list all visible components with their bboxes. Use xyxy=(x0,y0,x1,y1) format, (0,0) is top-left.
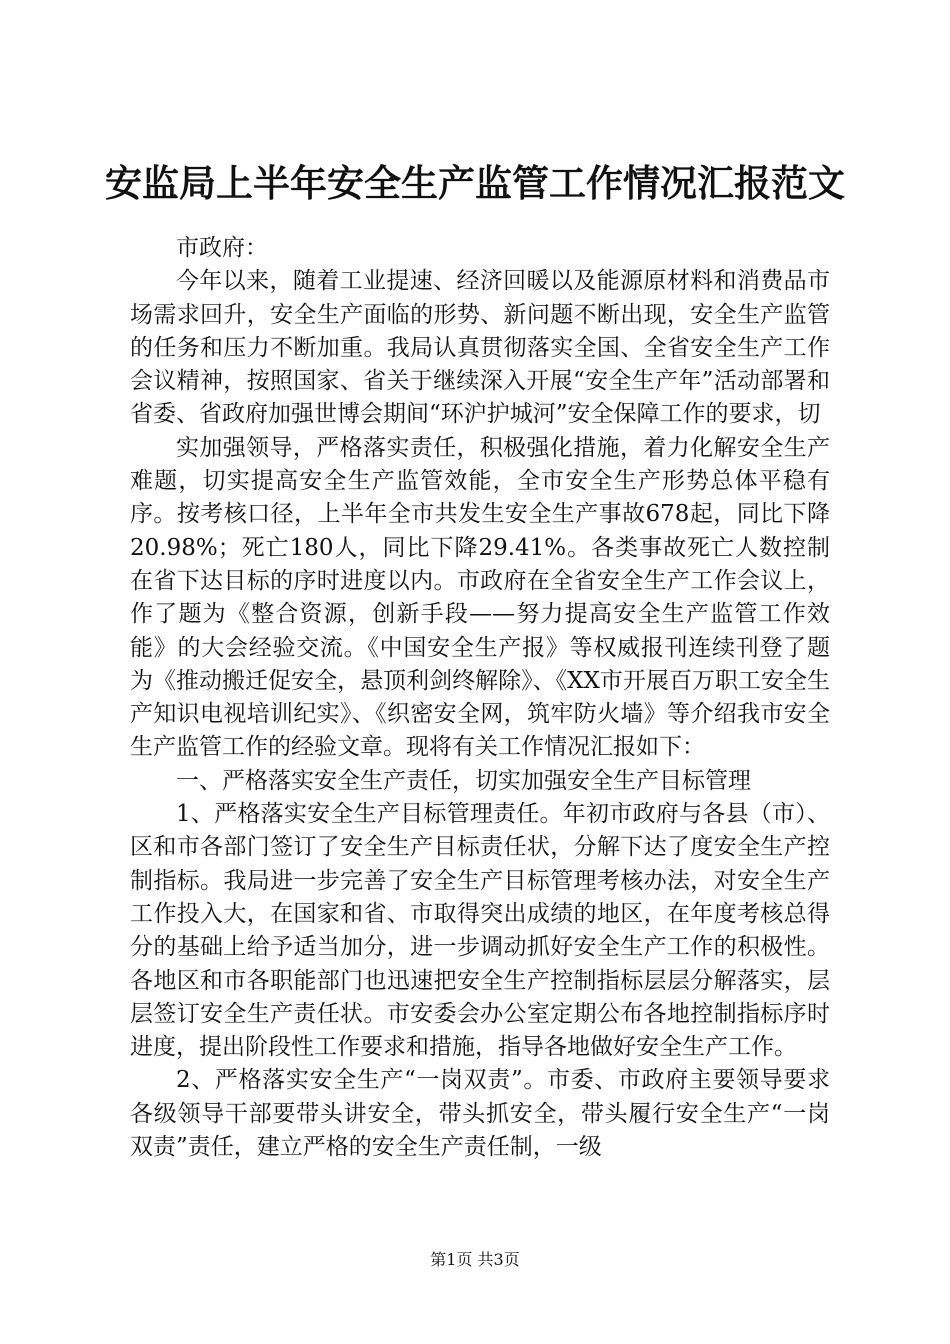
paragraph-results: 实加强领导，严格落实责任，积极强化措施，着力化解安全生产难题，切实提高安全生产监管效能，全市安全生产形势总体平稳有序。按考核口径，上半年全市共发生安全生产事故678起，同比下降20.98%；死亡180人，同比下降29.41%。各类事故死亡人数控制在省下达目标的序时进度以内。市政府在全省安全生产工作会议上，作了题为《整合资源，创新手段——努力提高安全生产监管工作效能》的大会经验交流。《中国安全生产报》等权威报刊连续刊登了题为《推动搬迁促安全，悬顶利剑终解除》、《XX市开展百万职工安全生产知识电视培训纪实》、《织密安全网，筑牢防火墙》等介绍我市安全生产监管工作的经验文章。现将有关工作情况汇报如下： xyxy=(130,434,830,761)
document-title: 安监局上半年安全生产监管工作情况汇报范文 xyxy=(105,161,845,205)
salutation: 市政府： xyxy=(176,235,268,261)
section-heading-1: 一、严格落实安全生产责任，切实加强安全生产目标管理 xyxy=(176,767,751,794)
paragraph-item-1: 1、严格落实安全生产目标管理责任。年初市政府与各县（市）、区和市各部门签订了安全生产目标责任状，分解下达了度安全生产控制指标。我局进一步完善了安全生产目标管理考核办法，对安全生产工作投入大，在国家和省、市取得突出成绩的地区，在年度考核总得分的基础上给予适当加分，进一步调动抓好安全生产工作的积极性。各地区和市各职能部门也迅速把安全生产控制指标层层分解落实，层层签订安全生产责任状。市安委会办公室定期公布各地控制指标序时进度，提出阶段性工作要求和措施，指导各地做好安全生产工作。 xyxy=(130,801,830,1061)
page-number-footer: 第1页 共3页 xyxy=(430,1250,520,1269)
paragraph-intro: 今年以来，随着工业提速、经济回暖以及能源原材料和消费品市场需求回升，安全生产面临的形势、新问题不断出现，安全生产监管的任务和压力不断加重。我局认真贯彻落实全国、全省安全生产工作会议精神，按照国家、省关于继续深入开展“安全生产年”活动部署和省委、省政府加强世博会期间“环沪护城河”安全保障工作的要求，切 xyxy=(130,268,830,428)
paragraph-item-2: 2、严格落实安全生产“一岗双责”。市委、市政府主要领导要求各级领导干部要带头讲安全，带头抓安全，带头履行安全生产“一岗双责”责任，建立严格的安全生产责任制，一级 xyxy=(130,1067,830,1161)
document-body xyxy=(130,232,830,1164)
